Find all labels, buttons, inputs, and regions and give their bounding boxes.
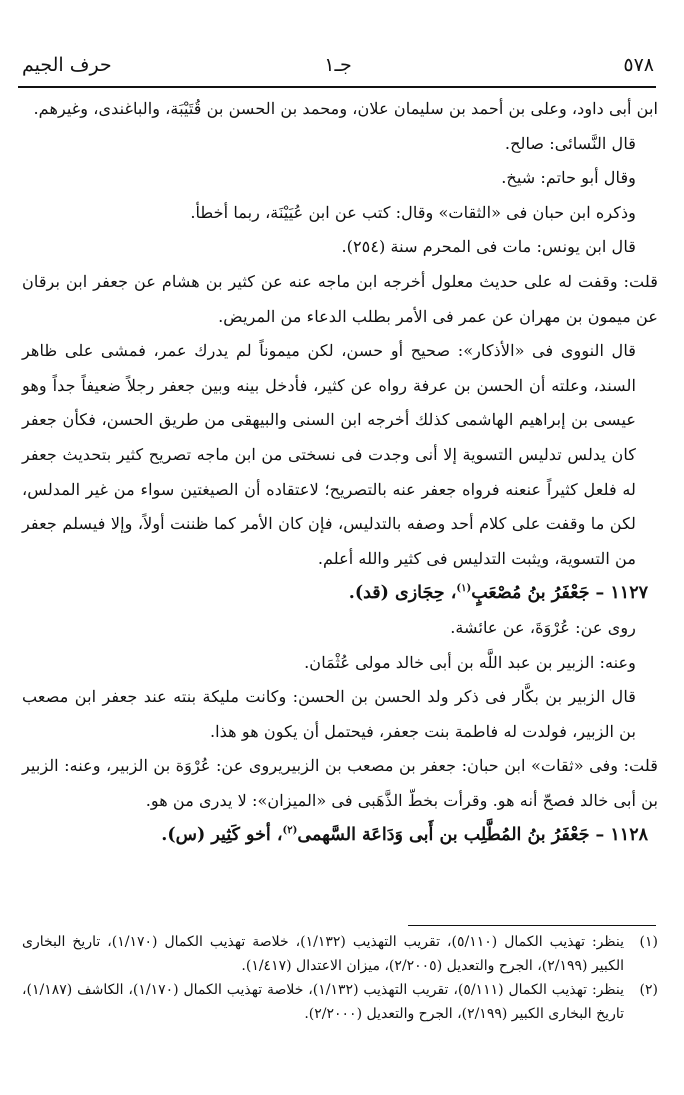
entry-tail: ، حِجَازى (قد). bbox=[348, 583, 457, 604]
paragraph: روى عن: عُرْوَةَ، عن عائشة. bbox=[450, 617, 636, 637]
main-text bbox=[22, 92, 658, 853]
entry-name: جَعْفَرُ بنُ المُطَّلِب بن أَبى وَدَاعَة السَّهمى bbox=[297, 825, 590, 846]
header-divider bbox=[18, 86, 656, 88]
paragraph: قلت: وقفت له على حديث معلول أخرجه ابن ماجه عنه عن كثير بن هشام عن جعفر ابن برقان عن ميمون بن مهران عن عمر فى الأمر بطلب الدعاء من المريض. bbox=[22, 271, 658, 326]
entry-name: جَعْفَرُ بنُ مُصْعَبٍ bbox=[471, 583, 590, 604]
footnote-number: (١) bbox=[639, 934, 658, 950]
page-header bbox=[22, 54, 654, 88]
entry-number: ١١٢٧ – bbox=[595, 583, 648, 604]
footnote-ref: (١) bbox=[456, 583, 472, 595]
paragraph: ابن أبى داود، وعلى بن أحمد بن سليمان علان، ومحمد بن الحسن بن قُتَيْبَة، والباغندى، وغيرهم. bbox=[33, 99, 658, 118]
footnote-text: ينظر: تهذيب الكمال (٥/١١٠)، تقريب التهذيب (١/١٣٢)، خلاصة تهذيب الكمال (١/١٧٠)، تاريخ البخارى الكبير (٢/١٩٩)، الجرح والتعديل (٢/٢٠٠٥)، ميزان الاعتدال (١/٤١٧). bbox=[22, 934, 625, 974]
footnote-text: ينظر: تهذيب الكمال (٥/١١١)، تقريب التهذيب (١/١٣٢)، خلاصة تهذيب الكمال (١/١٧٠)، الكاشف (١/١٨٧)، تاريخ البخارى الكبير (٢/١٩٩)، الجرح والتعديل (٢/٢٠٠٠). bbox=[22, 982, 625, 1022]
paragraph: قال النَّسائى: صالح. bbox=[504, 133, 636, 153]
paragraph: قال النووى فى «الأذكار»: صحيح أو حسن، لكن ميموناً لم يدرك عمر، فمشى على ظاهر السند، وعلته أن الحسن بن عرفة رواه عن كثير، فأدخل بينه وبين جعفر رجلاً ضعيفاً جداً وهو عيسى بن إبراهيم الهاشمى كذلك أخرجه ابن السنى والبيهقى من طريق الحسن، فكأن جعفر كان يدلس تدليس التسوية إلا أنى وجدت فى نسختى من ابن ماجه تصريح كثير بتحديث جعفر له فلعل كثيراً عنعنه فرواه جعفر عنه بالتصريح؛ لاعتقاده أن الصيغتين سواء من غير المدلس، لكن ما وقفت على كلام أحد وصفه بالتدليس، فإن كان الأمر كما ظننت أولاً، وإلا فيسلم جعفر من التسوية، ويثبت التدليس فى كثير والله أعلم. bbox=[22, 341, 636, 568]
paragraph: وعنه: الزبير بن عبد اللَّه بن أبى خالد مولى عُثْمَان. bbox=[304, 652, 636, 672]
paragraph: وذكره ابن حبان فى «الثقات» وقال: كتب عن ابن عُيَيْنَة، ربما أخطأ. bbox=[190, 202, 636, 222]
entry-heading-1128 bbox=[22, 818, 658, 853]
chapter-title: حرف الجيم bbox=[22, 54, 112, 76]
footnote-number: (٢) bbox=[639, 982, 658, 998]
volume-label: جـ١ bbox=[324, 54, 352, 76]
paragraph: وقال أبو حاتم: شيخ. bbox=[501, 168, 636, 188]
entry-number: ١١٢٨ – bbox=[595, 825, 648, 846]
footnote bbox=[22, 930, 658, 978]
paragraph: قال الزبير بن بكَّار فى ذكر ولد الحسن بن الحسن: وكانت مليكة بنته عند جعفر ابن مصعب بن الزبير، فولدت له فاطمة بنت جعفر، فيحتمل أن يكون هو هذا. bbox=[22, 687, 636, 741]
footnote bbox=[22, 978, 658, 1026]
paragraph: قال ابن يونس: مات فى المحرم سنة (٢٥٤). bbox=[341, 237, 636, 257]
entry-tail: ، أخو كَثِير (س). bbox=[161, 825, 283, 846]
paragraph: قلت: وفى «ثقات» ابن حبان: جعفر بن مصعب بن الزبيريروى عن: عُرْوَة بن الزبير، وعنه: الزبير بن أبى خالد فصحّ أنه هو. وقرأت بخطّ الذَّهَبى فى «الميزان»: لا يدرى من هو. bbox=[22, 756, 658, 810]
entry-heading-1127 bbox=[22, 576, 658, 611]
footnote-divider bbox=[408, 925, 656, 926]
footnote-ref: (٢) bbox=[282, 825, 298, 837]
page-number: ٥٧٨ bbox=[623, 54, 654, 76]
footnotes bbox=[22, 930, 658, 1026]
